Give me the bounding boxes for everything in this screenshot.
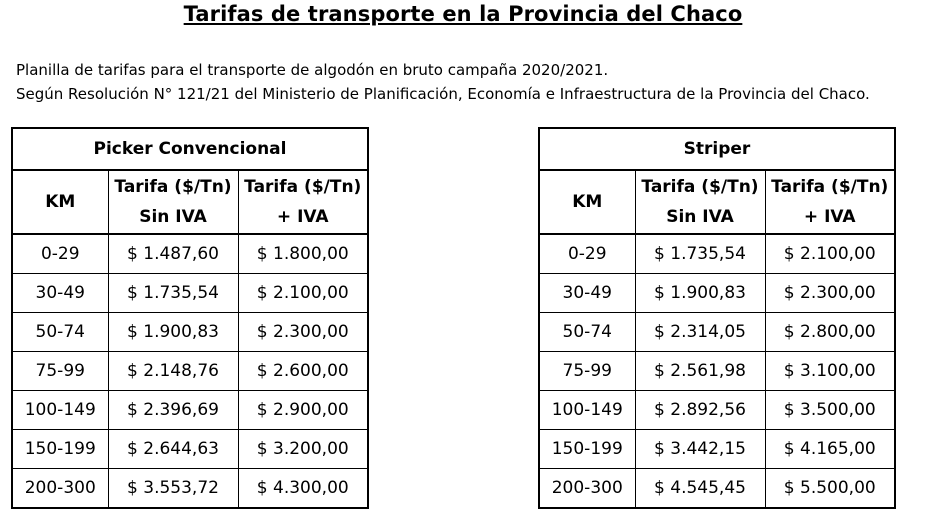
price-sin-iva-cell: $ 2.561,98	[635, 352, 765, 391]
km-cell: 75-99	[12, 352, 108, 391]
intro-text	[16, 58, 870, 106]
table-row	[12, 469, 368, 509]
table-group-header: Striper	[539, 128, 895, 170]
column-header-con-iva	[238, 170, 368, 234]
table-row	[539, 469, 895, 509]
km-cell: 100-149	[539, 391, 635, 430]
intro-line-1: Planilla de tarifas para el transporte de algodón en bruto campaña 2020/2021.	[16, 61, 609, 79]
km-cell: 30-49	[539, 274, 635, 313]
column-header-sin-iva-line1: Tarifa ($/Tn)	[641, 177, 759, 197]
price-sin-iva-cell: $ 1.735,54	[108, 274, 238, 313]
price-sin-iva-cell: $ 2.644,63	[108, 430, 238, 469]
km-cell: 150-199	[12, 430, 108, 469]
km-cell: 50-74	[12, 313, 108, 352]
price-con-iva-cell: $ 2.600,00	[238, 352, 368, 391]
table-row	[539, 313, 895, 352]
intro-line-2: Según Resolución N° 121/21 del Ministerio de Planificación, Economía e Infraestructura de la Provincia del Chaco.	[16, 85, 870, 103]
km-cell: 0-29	[539, 234, 635, 274]
table-row	[12, 313, 368, 352]
table-row	[539, 234, 895, 274]
table-row	[12, 352, 368, 391]
price-sin-iva-cell: $ 2.314,05	[635, 313, 765, 352]
price-con-iva-cell: $ 3.200,00	[238, 430, 368, 469]
price-sin-iva-cell: $ 3.553,72	[108, 469, 238, 509]
price-con-iva-cell: $ 2.800,00	[765, 313, 895, 352]
table-row	[12, 430, 368, 469]
column-header-km: KM	[539, 170, 635, 234]
table-group-header: Picker Convencional	[12, 128, 368, 170]
price-con-iva-cell: $ 2.100,00	[765, 234, 895, 274]
km-cell: 100-149	[12, 391, 108, 430]
table-row	[539, 352, 895, 391]
price-con-iva-cell: $ 2.900,00	[238, 391, 368, 430]
km-cell: 200-300	[539, 469, 635, 509]
column-header-con-iva-line1: Tarifa ($/Tn)	[771, 177, 889, 197]
table-row	[539, 430, 895, 469]
km-cell: 200-300	[12, 469, 108, 509]
column-header-con-iva-line2: + IVA	[803, 207, 856, 227]
km-cell: 75-99	[539, 352, 635, 391]
column-header-con-iva-line2: + IVA	[276, 207, 329, 227]
price-sin-iva-cell: $ 1.735,54	[635, 234, 765, 274]
table-row	[12, 391, 368, 430]
rates-table-striper	[538, 127, 896, 509]
price-con-iva-cell: $ 4.165,00	[765, 430, 895, 469]
km-cell: 150-199	[539, 430, 635, 469]
table-row	[539, 391, 895, 430]
column-header-sin-iva-line2: Sin IVA	[666, 207, 734, 227]
table-body	[539, 234, 895, 508]
price-con-iva-cell: $ 2.300,00	[765, 274, 895, 313]
table-row	[12, 234, 368, 274]
column-header-km: KM	[12, 170, 108, 234]
km-cell: 30-49	[12, 274, 108, 313]
column-header-sin-iva	[635, 170, 765, 234]
table-row	[539, 274, 895, 313]
table-row	[12, 274, 368, 313]
price-sin-iva-cell: $ 2.148,76	[108, 352, 238, 391]
price-con-iva-cell: $ 4.300,00	[238, 469, 368, 509]
column-header-sin-iva	[108, 170, 238, 234]
table-body	[12, 234, 368, 508]
price-con-iva-cell: $ 2.100,00	[238, 274, 368, 313]
price-con-iva-cell: $ 5.500,00	[765, 469, 895, 509]
column-header-con-iva-line1: Tarifa ($/Tn)	[244, 177, 362, 197]
km-cell: 0-29	[12, 234, 108, 274]
column-header-sin-iva-line1: Tarifa ($/Tn)	[114, 177, 232, 197]
price-sin-iva-cell: $ 2.396,69	[108, 391, 238, 430]
page-title: Tarifas de transporte en la Provincia del Chaco	[183, 2, 743, 26]
column-header-con-iva	[765, 170, 895, 234]
price-sin-iva-cell: $ 1.900,83	[635, 274, 765, 313]
price-con-iva-cell: $ 1.800,00	[238, 234, 368, 274]
price-sin-iva-cell: $ 2.892,56	[635, 391, 765, 430]
price-con-iva-cell: $ 3.100,00	[765, 352, 895, 391]
price-sin-iva-cell: $ 3.442,15	[635, 430, 765, 469]
price-con-iva-cell: $ 2.300,00	[238, 313, 368, 352]
km-cell: 50-74	[539, 313, 635, 352]
price-sin-iva-cell: $ 1.900,83	[108, 313, 238, 352]
price-sin-iva-cell: $ 1.487,60	[108, 234, 238, 274]
rates-table-picker	[11, 127, 369, 509]
price-con-iva-cell: $ 3.500,00	[765, 391, 895, 430]
price-sin-iva-cell: $ 4.545,45	[635, 469, 765, 509]
column-header-sin-iva-line2: Sin IVA	[139, 207, 207, 227]
